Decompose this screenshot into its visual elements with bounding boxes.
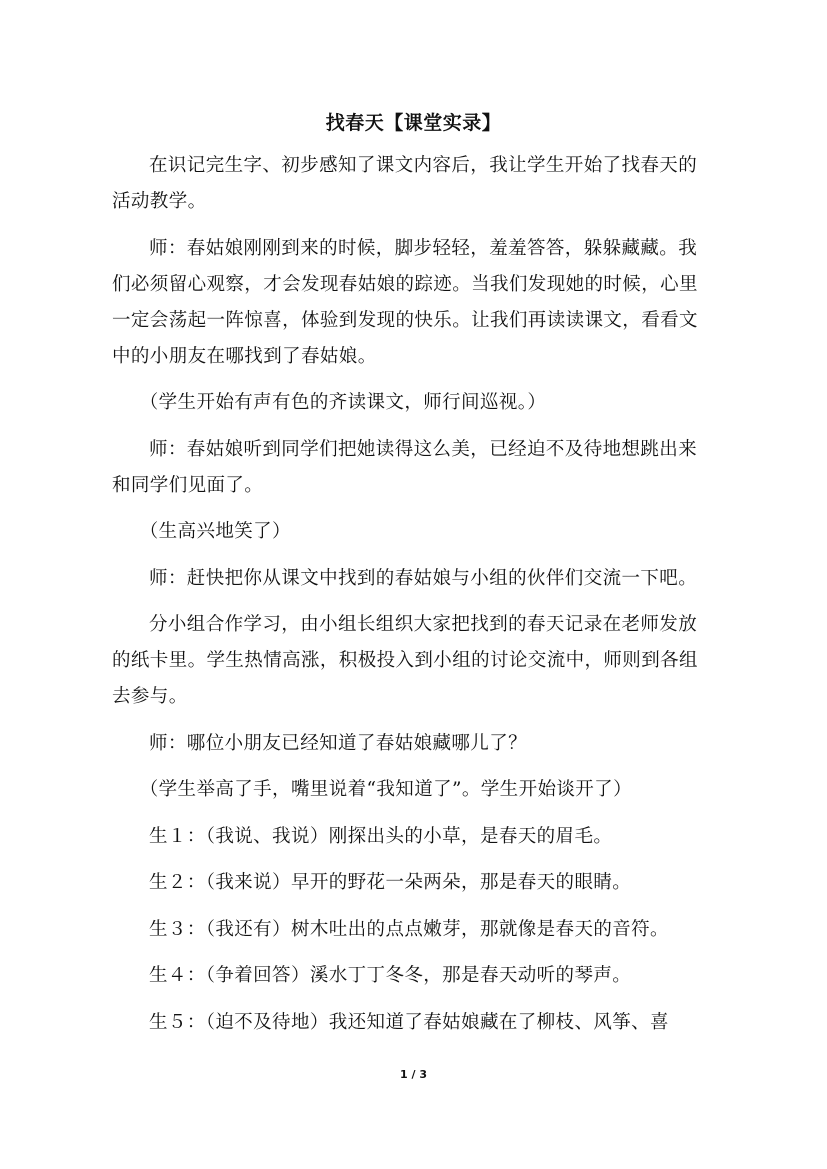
document-body [112, 148, 715, 1051]
paragraph-teacher-4: 师：哪位小朋友已经知道了春姑娘藏哪儿了？ [149, 732, 528, 754]
paragraph-stage-direction-1: （学生开始有声有色的齐读课文，师行间巡视。） [139, 392, 547, 413]
paragraph-student-2: 生２：（我来说）早开的野花一朵两朵，那是春天的眼睛。 [149, 872, 632, 893]
paragraph-intro: 在识记完生字、初步感知了课文内容后，我让学生开始了找春天的活动教学。 [112, 155, 698, 212]
paragraph-stage-direction-2: （生高兴地笑了） [139, 521, 291, 542]
paragraph-teacher-1: 师：春姑娘刚刚到来的时候，脚步轻轻，羞羞答答，躲躲藏藏。我们必须留心观察，才会发现春姑娘的踪迹。当我们发现她的时候，心里一定会荡起一阵惊喜，体验到发现的快乐。让我们再读读课文，看看文中的小朋友在哪找到了春姑娘。 [112, 237, 698, 367]
paragraph-group-work: 分小组合作学习，由小组长组织大家把找到的春天记录在老师发放的纸卡里。学生热情高涨，积极投入到小组的讨论交流中，师则到各组去参与。 [112, 614, 698, 707]
paragraph-student-3: 生３：（我还有）树木吐出的点点嫩芽，那就像是春天的音符。 [149, 918, 669, 940]
paragraph-teacher-3: 师：赶快把你从课文中找到的春姑娘与小组的伙伴们交流一下吧。 [149, 567, 698, 589]
paragraph-student-5: 生５：（迫不及待地）我还知道了春姑娘藏在了柳枝、风筝、喜 [149, 1011, 669, 1033]
paragraph-student-4: 生４：（争着回答）溪水丁丁冬冬，那是春天动听的琴声。 [149, 965, 632, 986]
paragraph-teacher-2: 师：春姑娘听到同学们把她读得这么美，已经迫不及待地想跳出来和同学们见面了。 [112, 438, 698, 496]
document-title: 找春天【课堂实录】 [325, 112, 502, 134]
paragraph-stage-direction-3: （学生举高了手，嘴里说着“我知道了”。学生开始谈开了） [139, 779, 632, 800]
page-number: 1 / 3 [400, 1068, 427, 1081]
paragraph-student-1: 生１：（我说、我说）刚探出头的小草，是春天的眉毛。 [149, 825, 613, 847]
